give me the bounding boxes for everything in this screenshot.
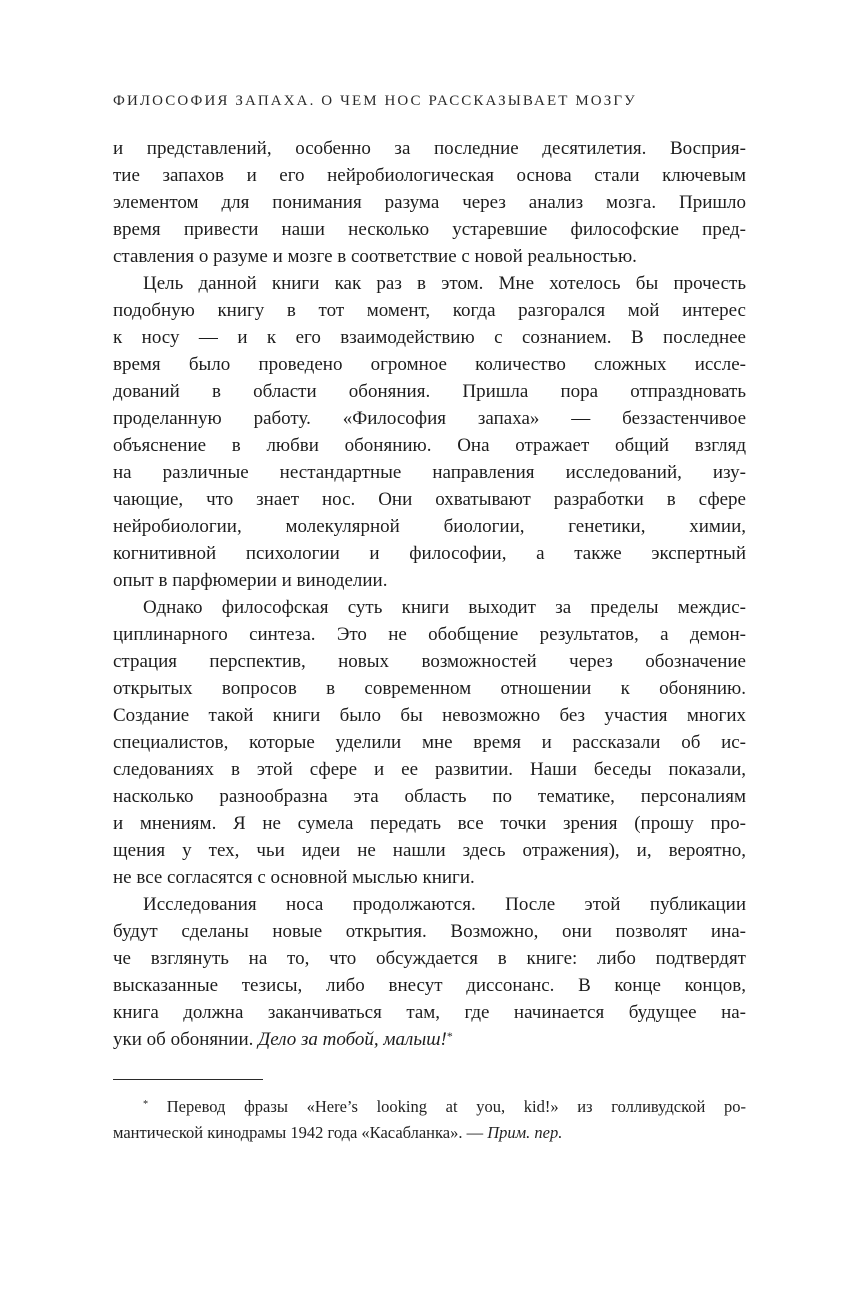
text-line bbox=[113, 648, 746, 675]
text-segment: ставления о разуме и мозге в соответствие с новой реальностью. bbox=[113, 246, 637, 267]
text-segment: нейробиологии, молекулярной биологии, генетики, химии, bbox=[113, 516, 746, 537]
text-segment: проделанную работу. «Философия запаха» — беззастенчивое bbox=[113, 408, 746, 429]
text-line bbox=[113, 459, 746, 486]
text-segment: опыт в парфюмерии и виноделии. bbox=[113, 570, 388, 591]
text-line bbox=[113, 945, 746, 972]
text-segment: Дело за тобой, малыш! bbox=[258, 1029, 447, 1050]
text-segment: Однако философская суть книги выходит за пределы междис- bbox=[143, 597, 746, 618]
text-segment: подобную книгу в тот момент, когда разгорался мой интерес bbox=[113, 300, 746, 321]
text-segment: Исследования носа продолжаются. После этой публикации bbox=[143, 894, 746, 915]
footnote-marker: * bbox=[143, 1099, 149, 1111]
text-line bbox=[113, 837, 746, 864]
text-line bbox=[113, 189, 746, 216]
text-line bbox=[113, 675, 746, 702]
paragraph bbox=[113, 891, 746, 1053]
text-line bbox=[113, 594, 746, 621]
text-segment: книга должна заканчиваться там, где начинается будущее на- bbox=[113, 1002, 746, 1023]
text-line bbox=[113, 297, 746, 324]
text-line bbox=[113, 513, 746, 540]
text-line bbox=[113, 729, 746, 756]
text-line bbox=[113, 540, 746, 567]
text-line bbox=[113, 864, 746, 891]
text-line bbox=[113, 756, 746, 783]
text-line bbox=[113, 972, 746, 999]
text-line bbox=[113, 351, 746, 378]
body-text bbox=[113, 135, 746, 1053]
text-line bbox=[113, 270, 746, 297]
text-segment: уки об обонянии. bbox=[113, 1029, 259, 1050]
footnote-text bbox=[113, 1094, 746, 1146]
text-segment: когнитивной психологии и философии, а также экспертный bbox=[113, 543, 746, 564]
text-segment: время привести наши несколько устаревшие философские пред- bbox=[113, 219, 746, 240]
text-line bbox=[113, 567, 746, 594]
text-line bbox=[113, 1094, 746, 1120]
text-line bbox=[113, 162, 746, 189]
text-segment: элементом для понимания разума через анализ мозга. Пришло bbox=[113, 192, 746, 213]
text-segment: Цель данной книги как раз в этом. Мне хотелось бы прочесть bbox=[143, 273, 746, 294]
text-segment: высказанные тезисы, либо внесут диссонанс. В конце концов, bbox=[113, 975, 746, 996]
text-segment: щения у тех, чьи идеи не нашли здесь отражения), и, вероятно, bbox=[113, 840, 746, 861]
paragraph bbox=[113, 270, 746, 594]
footnote-area bbox=[113, 1079, 746, 1146]
text-segment: будут сделаны новые открытия. Возможно, они позволят ина- bbox=[113, 921, 746, 942]
text-line bbox=[113, 378, 746, 405]
text-line bbox=[113, 999, 746, 1026]
text-line bbox=[113, 1026, 746, 1053]
text-segment: чающие, что знает нос. Они охватывают разработки в сфере bbox=[113, 489, 746, 510]
text-line bbox=[113, 891, 746, 918]
text-segment: специалистов, которые уделили мне время и рассказали об ис- bbox=[113, 732, 746, 753]
footnote-divider bbox=[113, 1079, 263, 1080]
text-line bbox=[113, 702, 746, 729]
text-line bbox=[113, 243, 746, 270]
text-line bbox=[113, 918, 746, 945]
text-line bbox=[113, 1120, 746, 1146]
text-segment: мантической кинодрамы 1942 года «Касабланка». — bbox=[113, 1123, 488, 1142]
text-segment: не все согласятся с основной мыслью книги. bbox=[113, 867, 475, 888]
text-segment: и мнениям. Я не сумела передать все точки зрения (прошу про- bbox=[113, 813, 746, 834]
paragraph bbox=[113, 594, 746, 891]
text-line bbox=[113, 486, 746, 513]
text-line bbox=[113, 432, 746, 459]
text-segment: объяснение в любви обонянию. Она отражает общий взгляд bbox=[113, 435, 746, 456]
text-segment: насколько разнообразна эта область по тематике, персоналиям bbox=[113, 786, 746, 807]
text-segment: открытых вопросов в современном отношении к обонянию. bbox=[113, 678, 746, 699]
text-segment: на различные нестандартные направления исследований, изу- bbox=[113, 462, 746, 483]
text-segment: страция перспектив, новых возможностей через обозначение bbox=[113, 651, 746, 672]
running-header: ФИЛОСОФИЯ ЗАПАХА. О ЧЕМ НОС РАССКАЗЫВАЕТ МОЗГУ bbox=[113, 93, 637, 109]
text-segment: дований в области обоняния. Пришла пора отпраздновать bbox=[113, 381, 746, 402]
text-segment: время было проведено огромное количество сложных иссле- bbox=[113, 354, 746, 375]
text-segment: Прим. пер. bbox=[487, 1123, 563, 1142]
text-segment: и представлений, особенно за последние десятилетия. Восприя- bbox=[113, 138, 746, 159]
text-segment: следованиях в этой сфере и ее развитии. Наши беседы показали, bbox=[113, 759, 746, 780]
text-segment: циплинарного синтеза. Это не обобщение результатов, а демон- bbox=[113, 624, 746, 645]
text-line bbox=[113, 621, 746, 648]
text-segment: че взглянуть на то, что обсуждается в книге: либо подтвердят bbox=[113, 948, 746, 969]
text-line bbox=[113, 216, 746, 243]
text-line bbox=[113, 405, 746, 432]
text-line bbox=[113, 810, 746, 837]
text-segment: к носу — и к его взаимодействию с сознанием. В последнее bbox=[113, 327, 746, 348]
text-segment: Перевод фразы «Here’s looking at you, kid!» из голливудской ро- bbox=[148, 1097, 746, 1116]
paragraph bbox=[113, 135, 746, 270]
text-line bbox=[113, 324, 746, 351]
text-segment: тие запахов и его нейробиологическая основа стали ключевым bbox=[113, 165, 746, 186]
text-segment: Создание такой книги было бы невозможно без участия многих bbox=[113, 705, 746, 726]
text-line bbox=[113, 783, 746, 810]
footnote-marker: * bbox=[446, 1029, 453, 1043]
text-line bbox=[113, 135, 746, 162]
